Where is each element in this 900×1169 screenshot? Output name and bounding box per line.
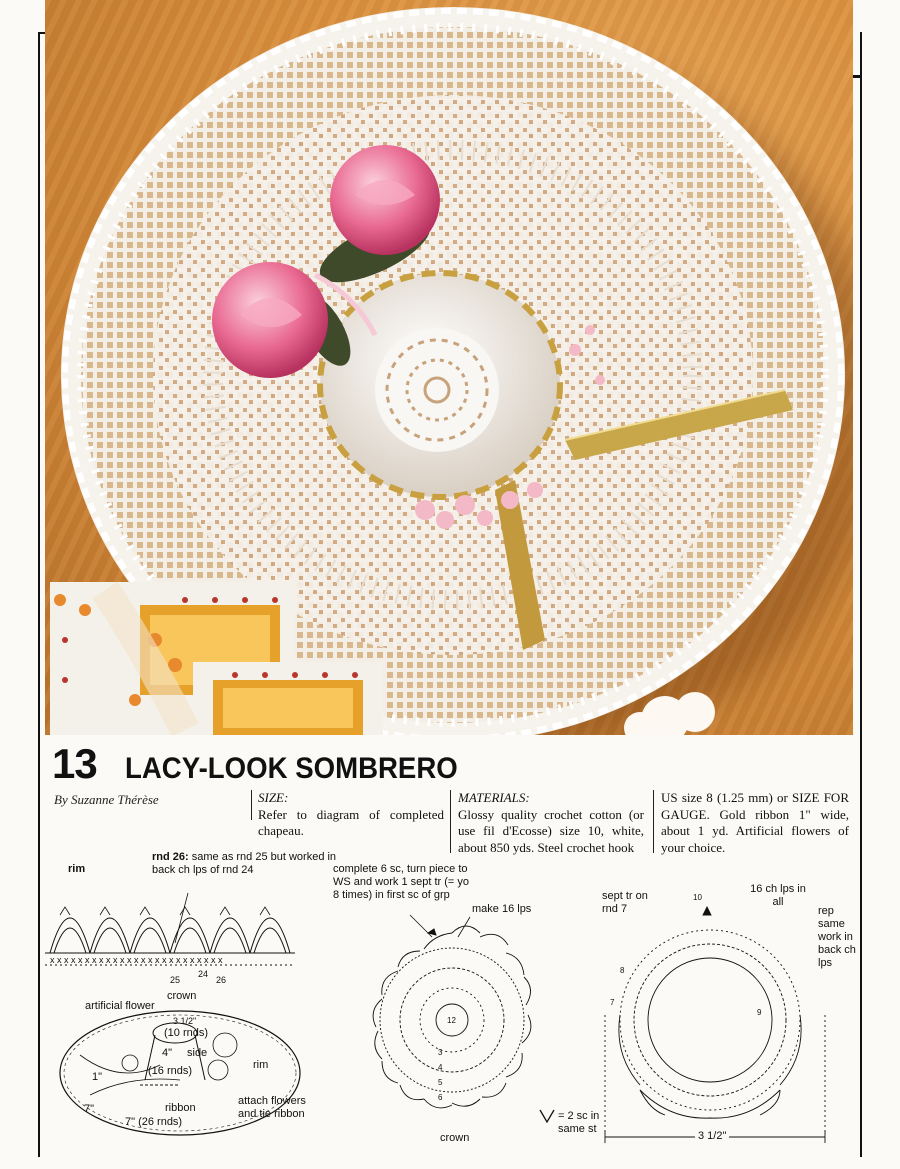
label-crown-rnds: (10 rnds) bbox=[164, 1027, 209, 1039]
materials-text: Glossy quality crochet cotton (or use fil d'Ecosse) size 10, white, about 850 yds. Steel crochet hook bbox=[458, 806, 644, 855]
size-section bbox=[258, 790, 444, 840]
label-side-rnds: (16 rnds) bbox=[148, 1065, 193, 1077]
rose-lower bbox=[212, 262, 328, 378]
crown-numbers bbox=[438, 1016, 456, 1102]
label-crown-size: 3 1/2" bbox=[173, 1016, 197, 1026]
rose-upper bbox=[330, 145, 440, 255]
crown-round-label: 6 bbox=[438, 1093, 443, 1102]
side-sept-label: sept tr on rnd 7 bbox=[602, 890, 648, 915]
label-ribbon-width: 1" bbox=[92, 1071, 103, 1083]
crown-center-label: 12 bbox=[447, 1016, 456, 1025]
crown-make16: make 16 lps bbox=[472, 903, 532, 915]
side-rep-label: rep same work in back ch lps bbox=[818, 905, 856, 969]
side-dimension: 3 1/2" bbox=[695, 1130, 729, 1143]
rnd26-text: same as rnd 25 but worked in back ch lps of rnd 24 bbox=[152, 851, 337, 876]
side-round-8: 8 bbox=[620, 966, 625, 975]
byline: By Suzanne Thérèse bbox=[54, 792, 159, 807]
crown-chart bbox=[373, 915, 531, 1108]
crown-note: complete 6 sc, turn piece to WS and work 1 sept tr (= yo 8 times) in first sc of grp bbox=[333, 863, 470, 901]
side-chart bbox=[605, 907, 825, 1143]
label-side-size: 4" bbox=[162, 1047, 173, 1059]
sombrero-illustration bbox=[45, 0, 853, 735]
frame-rule-right bbox=[860, 32, 862, 1157]
crown-round-label: 3 bbox=[438, 1048, 443, 1057]
svg-text:x x x x x x x x x x x x x x x: x x x x x x x x x x x x x x x x x x x x x x x x x bbox=[50, 955, 223, 965]
rim-diagram-label: rim bbox=[68, 863, 86, 875]
size-text: Refer to diagram of completed chapeau. bbox=[258, 806, 444, 838]
label-ribbon: ribbon bbox=[165, 1102, 196, 1114]
side-16ch-label: 16 ch lps in all bbox=[750, 883, 806, 908]
pattern-number: 13 bbox=[52, 740, 97, 787]
legend-text: = 2 sc in same st bbox=[558, 1110, 600, 1135]
side-round-10: 10 bbox=[693, 893, 702, 902]
materials-heading: MATERIALS: bbox=[458, 790, 530, 805]
crown-round-label: 4 bbox=[438, 1063, 443, 1072]
side-round-9: 9 bbox=[757, 1008, 762, 1017]
column-divider-2 bbox=[450, 790, 451, 853]
label-rim-rnds: 7" (26 rnds) bbox=[125, 1116, 183, 1128]
label-rim-size: 7" bbox=[84, 1103, 95, 1115]
materials-section bbox=[458, 790, 644, 856]
label-attach-flowers: attach flowers and tie ribbon bbox=[238, 1095, 306, 1120]
column-divider-3 bbox=[653, 790, 654, 853]
sombrero-photo bbox=[45, 0, 853, 735]
side-round-7: 7 bbox=[610, 998, 615, 1007]
label-crown: crown bbox=[167, 990, 197, 1002]
row-label-26: 26 bbox=[216, 975, 227, 985]
crown-round-label: 5 bbox=[438, 1078, 443, 1087]
rnd26-bold: rnd 26: bbox=[152, 851, 189, 863]
size-heading: SIZE: bbox=[258, 790, 289, 805]
rim-row-labels bbox=[170, 969, 226, 985]
row-label-24: 24 bbox=[198, 969, 209, 979]
label-rim: rim bbox=[253, 1059, 269, 1071]
crown-label: crown bbox=[440, 1132, 470, 1144]
rim-chart bbox=[45, 893, 295, 965]
column-divider-1 bbox=[251, 790, 252, 820]
materials-continued bbox=[661, 790, 849, 856]
label-side: side bbox=[187, 1047, 208, 1059]
row-label-25: 25 bbox=[170, 975, 181, 985]
materials-text-cont: US size 8 (1.25 mm) or SIZE FOR GAUGE. Gold ribbon 1" wide, about 1 yd. Artificial flowers of your choice. bbox=[661, 790, 849, 855]
diagrams-area bbox=[40, 851, 860, 1155]
pattern-title-row bbox=[52, 740, 486, 788]
frame-tick-right bbox=[852, 75, 862, 78]
label-artificial-flower: artificial flower bbox=[85, 1000, 155, 1012]
pattern-title: LACY-LOOK SOMBRERO bbox=[124, 752, 458, 785]
